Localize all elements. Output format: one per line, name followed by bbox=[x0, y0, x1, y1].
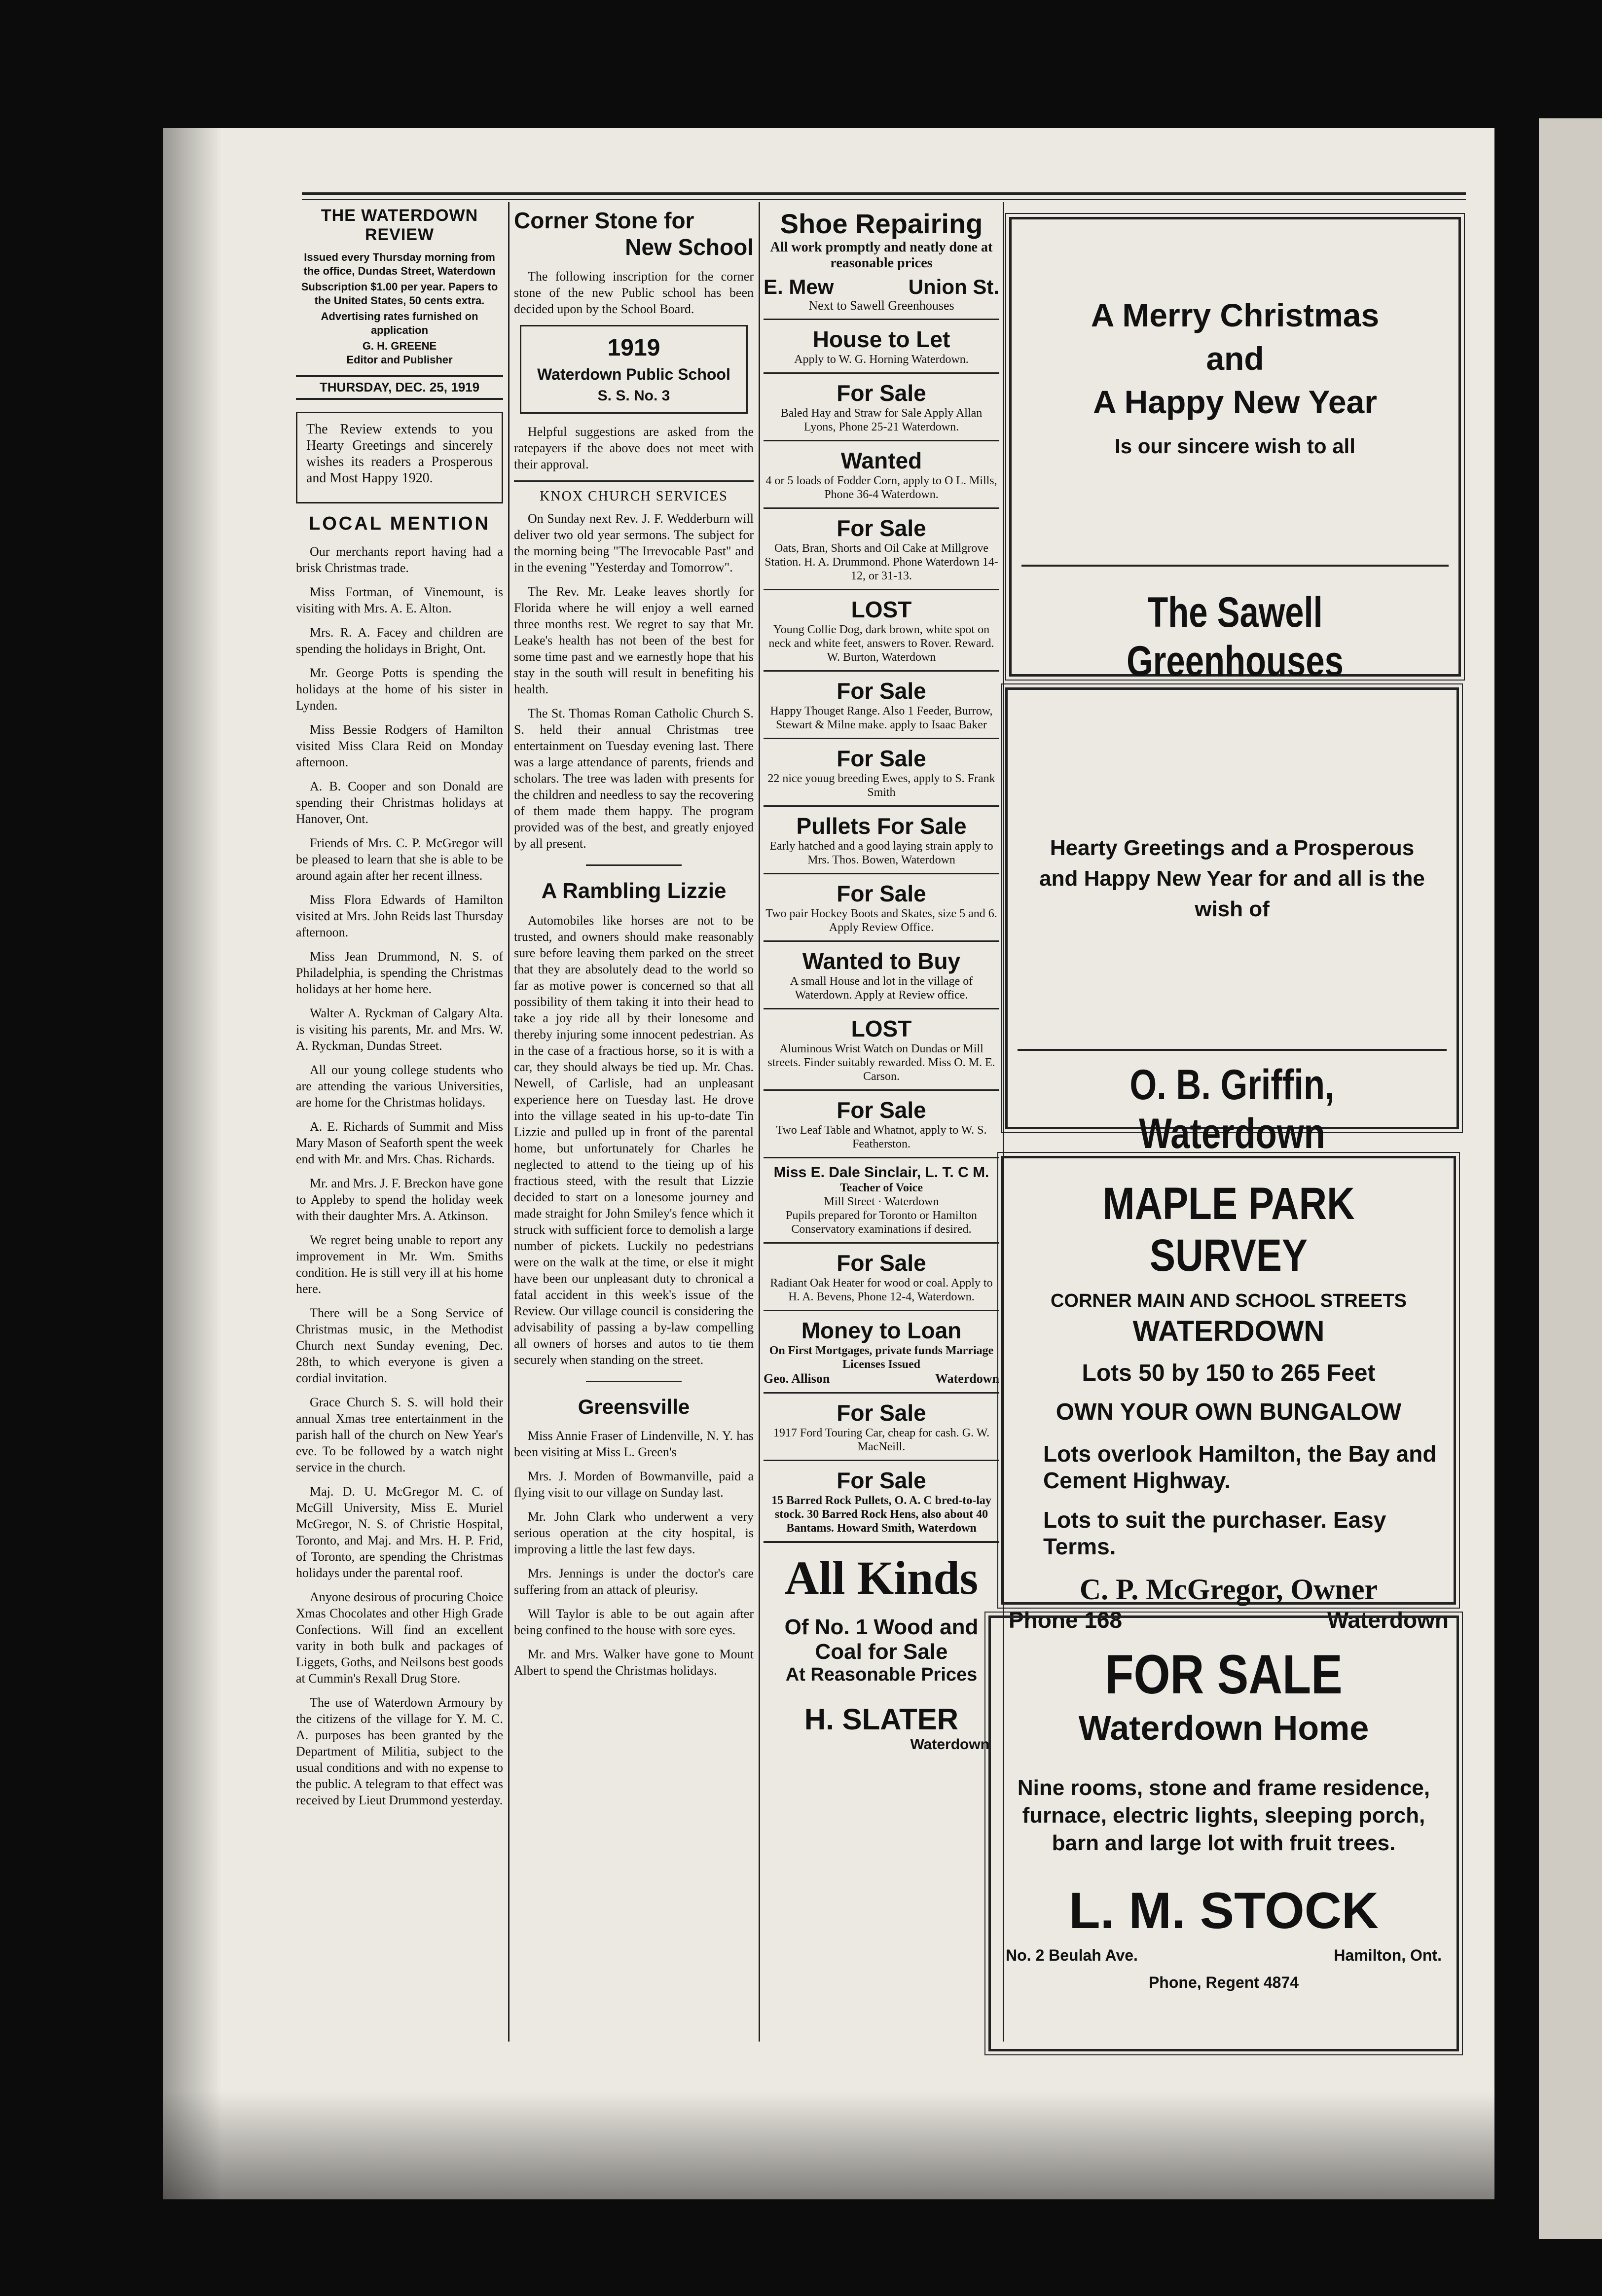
shoe-name-row bbox=[764, 275, 999, 299]
ad-body: Apply to W. G. Horning Waterdown. bbox=[794, 353, 969, 366]
ad-body: 22 nice youug breeding Ewes, apply to S. Frank Smith bbox=[767, 772, 995, 799]
slater-line-1: Of No. 1 Wood and bbox=[784, 1615, 979, 1639]
ad-body: Two Leaf Table and Whatnot, apply to W. S. Featherston. bbox=[776, 1124, 987, 1150]
adjacent-page-edge bbox=[1539, 118, 1602, 2239]
money-name-row bbox=[764, 1371, 999, 1386]
maple-title: MAPLE PARK SURVEY bbox=[1102, 1179, 1355, 1281]
for-sale-ad bbox=[764, 1461, 999, 1543]
inscription-ss: S. S. No. 3 bbox=[597, 388, 670, 404]
money-to-loan-ad bbox=[764, 1311, 999, 1394]
local-mention-items bbox=[296, 543, 503, 1808]
list-item: Mr. and Mrs. J. F. Breckon have gone to Appleby to spend the holiday week with their daughter Mrs. A. Atkinson. bbox=[296, 1176, 503, 1223]
for-sale-ad bbox=[764, 509, 999, 590]
for-sale-ad bbox=[764, 1244, 999, 1311]
list-item: Miss Flora Edwards of Hamilton visited at Mrs. John Reids last Thursday afternoon. bbox=[296, 893, 503, 939]
slater-line-3: At Reasonable Prices bbox=[785, 1664, 978, 1685]
stock-city: Hamilton, Ont. bbox=[1334, 1946, 1442, 1964]
for-sale-ad bbox=[764, 374, 999, 441]
shoe-repair-ad bbox=[764, 202, 999, 320]
maple-content bbox=[1004, 1158, 1454, 1633]
knox-heading: KNOX CHURCH SERVICES bbox=[540, 489, 728, 504]
list-item: Miss Fortman, of Vinemount, is visiting with Mrs. A. E. Alton. bbox=[296, 585, 503, 615]
pullets-ad bbox=[764, 807, 999, 874]
stock-title: FOR SALE bbox=[1105, 1644, 1343, 1705]
ad-title: Shoe Repairing bbox=[780, 208, 983, 239]
list-item: Mr. John Clark who underwent a very serious operation at the city hospital, is improving a little the last few days. bbox=[514, 1509, 754, 1556]
ad-body: Aluminous Wrist Watch on Dundas or Mill streets. Finder suitably rewarded. Miss O. M. E. Carson. bbox=[767, 1042, 995, 1083]
lost-ad bbox=[764, 590, 999, 672]
list-item: A. E. Richards of Summit and Miss Mary Mason of Seaforth spent the week end with Mr. and Mrs. Chas. Richards. bbox=[296, 1119, 503, 1166]
greeting-text: The Review extends to you Hearty Greetings and sincerely wishes its readers a Prosperous and Most Happy 1920. bbox=[306, 422, 493, 486]
page-shadow-bottom bbox=[163, 2091, 1494, 2199]
slater-title: All Kinds bbox=[784, 1551, 979, 1604]
masthead-title: THE WATERDOWN REVIEW bbox=[321, 206, 478, 244]
knox-paragraph: On Sunday next Rev. J. F. Wedderburn will deliver two old year sermons. The subject for the morning being "The Irrevocable Past" and in the evening "Yesterday and Tomorrow". bbox=[514, 511, 754, 574]
ad-body: Early hatched and a good laying strain apply to Mrs. Thos. Bowen, Waterdown bbox=[769, 840, 993, 866]
wanted-ad bbox=[764, 441, 999, 509]
griffin-text: Hearty Greetings and a Prosperous and Happy New Year for and all is the wish of bbox=[1039, 836, 1425, 921]
masthead-advertising: Advertising rates furnished on application bbox=[321, 310, 478, 336]
list-item: Mr. George Potts is spending the holidays at the home of his sister in Lynden. bbox=[296, 666, 503, 713]
maple-phone: Phone 168 bbox=[1009, 1607, 1123, 1633]
sawell-line-1: A Merry Christmas bbox=[1091, 297, 1380, 333]
for-sale-ad bbox=[764, 672, 999, 739]
divider bbox=[586, 864, 682, 866]
list-item: Walter A. Ryckman of Calgary Alta. is visiting his parents, Mr. and Mrs. W. A. Ryckman, Dundas Street. bbox=[296, 1006, 503, 1053]
page-shadow-left bbox=[163, 128, 222, 2199]
ad-title: Wanted bbox=[840, 448, 922, 473]
ad-body: On First Mortgages, private funds Marriage Licenses Issued bbox=[769, 1344, 994, 1371]
rambling-text: Automobiles like horses are not to be trusted, and owners should make reasonably sure before leaving them parked on the street that they are absolutely dead to the world so far as motive power is concerned so that all possibility of them taking it into their head to take a joy ride all by their lonesome and thereby injuring some innocent pedestrian. As in the case of a fractious horse, so it is with a car, they should always be tied up. Mr. Chas. Newell, of Carlisle, had an unpleasant experience here on Tuesday last. He drove into the village seated in his up-to-date Tin Lizzie and pulled up in front of the parental home, but unfortunately for Charles he neglected to attend to the tieing up of his fractious steed, with the result that Lizzie decided to start on a lonesome journey and made straight for John Smiley's fence which it struck with sufficient force to demolish a large number of pickets. Luckily no pedestrians were on the walk at the time, or else it might have been our unpleasant duty to chronical a fatal accident in this week's issue of the Review. Our village council is considering the advisability of passing a by-law compelling all owners of horses and autos to tie them securely when standing on the street. bbox=[514, 913, 754, 1367]
maple-overlook: Lots overlook Hamilton, the Bay and Cement Highway. bbox=[1043, 1441, 1437, 1493]
ad-body: Teacher of Voice bbox=[840, 1182, 923, 1194]
for-sale-ad bbox=[764, 739, 999, 807]
ad-body: All work promptly and neatly done at reasonable prices bbox=[770, 240, 993, 271]
maple-lots: Lots 50 by 150 to 265 Feet bbox=[1082, 1360, 1376, 1386]
wanted-to-buy-ad bbox=[764, 942, 999, 1009]
ad-body: A small House and lot in the village of Waterdown. Apply at Review office. bbox=[790, 975, 973, 1002]
list-item: Miss Annie Fraser of Lindenville, N. Y. has been visiting at Miss L. Green's bbox=[514, 1429, 754, 1459]
ad-body: 1917 Ford Touring Car, cheap for cash. G. W. MacNeill. bbox=[773, 1427, 990, 1453]
list-item: Friends of Mrs. C. P. McGregor will be pleased to learn that she is able to be around again after her recent illness. bbox=[296, 836, 503, 883]
ad-title: For Sale bbox=[837, 881, 926, 906]
ad-body: Happy Thouget Range. Also 1 Feeder, Burrow, Stewart & Milne make. apply to Isaac Baker bbox=[770, 705, 993, 731]
inscription-year: 1919 bbox=[607, 335, 660, 361]
lost-ad bbox=[764, 1009, 999, 1091]
masthead-editor-role: Editor and Publisher bbox=[346, 354, 453, 366]
ad-title: Wanted to Buy bbox=[802, 948, 961, 974]
maple-own: OWN YOUR OWN BUNGALOW bbox=[1056, 1399, 1402, 1425]
list-item: The use of Waterdown Armoury by the citizens of the village for Y. M. C. A. purposes has been granted by the Department of Militia, subject to the usual conditions and with no expense to the public. A telegram to that effect was received by Lieut Drummond yesterday. bbox=[296, 1695, 503, 1807]
greeting-box bbox=[296, 412, 503, 503]
knox-paragraph: The St. Thomas Roman Catholic Church S. S. held their annual Christmas tree entertainment on Tuesday evening last. There was a large attendance of parents, friends and scholars. The tree was laden with presents for the children and needless to say the recovering of them made them happy. The program provided was of the best, and greatly enjoyed by all present. bbox=[514, 706, 754, 851]
maple-owner: C. P. McGregor, Owner bbox=[1079, 1573, 1378, 1606]
list-item: Maj. D. U. McGregor M. C. of McGill University, Miss E. Muriel McGregor, N. S. of Christie Hospital, Toronto, and Maj. and Mrs. H. P. Frid, of Toronto, are spending the Christmas holidays under the parental roof. bbox=[296, 1484, 503, 1580]
ad-title: LOST bbox=[851, 597, 912, 622]
list-item: Our merchants report having had a brisk Christmas trade. bbox=[296, 544, 503, 575]
money-name: Geo. Allison bbox=[764, 1371, 830, 1386]
for-sale-ad bbox=[764, 1091, 999, 1158]
column-rule bbox=[759, 202, 760, 2042]
corner-stone-heading-1: Corner Stone for bbox=[514, 208, 694, 233]
list-item: We regret being unable to report any improvement in Mr. Wm. Smiths condition. He is still very ill at his home here. bbox=[296, 1233, 503, 1296]
slater-name: H. SLATER bbox=[804, 1703, 959, 1736]
ad-body: Young Collie Dog, dark brown, white spot on neck and white feet, answers to Rover. Reward. W. Burton, Waterdown bbox=[768, 623, 994, 664]
ad-title: Miss E. Dale Sinclair, L. T. C M. bbox=[773, 1164, 989, 1181]
divider bbox=[586, 1381, 682, 1382]
corner-stone-heading-2: New School bbox=[625, 234, 754, 260]
maple-suit: Lots to suit the purchaser. Easy Terms. bbox=[1043, 1507, 1386, 1559]
knox-paragraph: The Rev. Mr. Leake leaves shortly for Florida where he will enjoy a well earned three months rest. We regret to say that Mr. Leake's health has not been of the best for some time past and we earnestly hope that his stay in the south will result in benefiting his health. bbox=[514, 584, 754, 696]
sawell-line-4: Is our sincere wish to all bbox=[1115, 434, 1355, 458]
ad-title: For Sale bbox=[837, 1250, 926, 1276]
money-place: Waterdown bbox=[935, 1371, 999, 1386]
ad-body: Mill Street · Waterdown bbox=[824, 1195, 939, 1208]
masthead-issued: Issued every Thursday morning from the office, Dundas Street, Waterdown bbox=[303, 251, 496, 277]
house-to-let-ad bbox=[764, 320, 999, 374]
column-1 bbox=[296, 202, 503, 2042]
masthead-subscription: Subscription $1.00 per year. Papers to the United States, 50 cents extra. bbox=[301, 281, 498, 307]
list-item: Anyone desirous of procuring Choice Xmas Chocolates and other High Grade Confections. Will find an excellent varity in both bulk and packages of Liggets, Goths, and Neilsons best goods at Cummin's Rexall Drug Store. bbox=[296, 1590, 503, 1686]
list-item: Miss Bessie Rodgers of Hamilton visited Miss Clara Reid on Monday afternoon. bbox=[296, 722, 503, 769]
sawell-name: The Sawell Greenhouses bbox=[1127, 589, 1344, 685]
rambling-heading: A Rambling Lizzie bbox=[541, 879, 727, 903]
masthead-editor: G. H. GREENE bbox=[362, 340, 437, 352]
stock-name: L. M. STOCK bbox=[1069, 1882, 1379, 1939]
stock-subtitle: Waterdown Home bbox=[1078, 1709, 1369, 1747]
sawell-line-3: A Happy New Year bbox=[1093, 384, 1377, 420]
ad-body: Radiant Oak Heater for wood or coal. Apply to H. A. Bevens, Phone 12-4, Waterdown. bbox=[770, 1277, 993, 1303]
griffin-rule bbox=[1018, 1049, 1447, 1051]
slater-place: Waterdown bbox=[910, 1736, 989, 1753]
inscription-name: Waterdown Public School bbox=[537, 365, 730, 383]
list-item: Mrs. J. Morden of Bowmanville, paid a flying visit to our village on Sunday last. bbox=[514, 1469, 754, 1500]
sawell-rule bbox=[1021, 565, 1449, 567]
sawell-line-2: and bbox=[1206, 340, 1264, 377]
ad-title: For Sale bbox=[837, 1468, 926, 1493]
ad-title: For Sale bbox=[837, 515, 926, 541]
ad-body: Baled Hay and Straw for Sale Apply Allan Lyons, Phone 25-21 Waterdown. bbox=[780, 407, 983, 433]
maple-town: WATERDOWN bbox=[1132, 1315, 1325, 1347]
list-item: Mr. and Mrs. Walker have gone to Mount Albert to spend the Christmas holidays. bbox=[514, 1647, 754, 1678]
column-rule bbox=[508, 202, 510, 2042]
stock-body: Nine rooms, stone and frame residence, furnace, electric lights, sleeping porch, barn and large lot with fruit trees. bbox=[1017, 1776, 1430, 1855]
shoe-street: Union St. bbox=[908, 275, 999, 298]
inscription-box bbox=[520, 325, 748, 414]
stock-content bbox=[991, 1618, 1456, 1992]
list-item: All our young college students who are attending the various Universities, are home for the Christmas holidays. bbox=[296, 1063, 503, 1110]
sawell-text bbox=[1012, 219, 1458, 458]
teacher-ad bbox=[764, 1158, 999, 1244]
maple-park-survey-ad bbox=[1001, 1156, 1456, 1633]
ad-title: For Sale bbox=[837, 380, 926, 406]
ad-title: For Sale bbox=[837, 1400, 926, 1426]
ad-body: Two pair Hockey Boots and Skates, size 5 and 6. Apply Review Office. bbox=[765, 907, 997, 934]
top-rule-2 bbox=[302, 199, 1466, 200]
corner-stone-heading bbox=[514, 207, 754, 260]
shoe-name: E. Mew bbox=[764, 275, 834, 298]
corner-stone-outro: Helpful suggestions are asked from the ratepayers if the above does not meet with their approval. bbox=[514, 425, 754, 471]
list-item: A. B. Cooper and son Donald are spending their Christmas holidays at Hanover, Ont. bbox=[296, 779, 503, 826]
sawell-greenhouses-ad bbox=[1009, 217, 1461, 685]
ad-title: Money to Loan bbox=[801, 1318, 962, 1343]
corner-stone-intro: The following inscription for the corner stone of the new Public school has been decided upon by the School Board. bbox=[514, 269, 754, 316]
ad-body: 4 or 5 loads of Fodder Corn, apply to O L. Mills, Phone 36-4 Waterdown. bbox=[765, 474, 997, 501]
list-item: Grace Church S. S. will hold their annual Xmas tree entertainment in the parish hall of the church on New Year's eve. To be followed by a watch night service in the church. bbox=[296, 1395, 503, 1474]
list-item: There will be a Song Service of Christmas music, in the Methodist Church next Sunday evening, Dec. 28th, to which everyone is given a cordial invitation. bbox=[296, 1306, 503, 1385]
ad-body: Oats, Bran, Shorts and Oil Cake at Millgrove Station. H. A. Drummond. Phone Waterdown 14-12, or 31-13. bbox=[765, 542, 998, 582]
list-item: Miss Jean Drummond, N. S. of Philadelphia, is spending the Christmas holidays at her home here. bbox=[296, 949, 503, 996]
griffin-ad bbox=[1005, 687, 1459, 1157]
ad-title: Pullets For Sale bbox=[796, 813, 967, 839]
issue-date: THURSDAY, DEC. 25, 1919 bbox=[296, 375, 503, 400]
ad-title: LOST bbox=[851, 1016, 912, 1041]
ad-body: 15 Barred Rock Pullets, O. A. C bred-to-lay stock. 30 Barred Rock Hens, also about 40 Bantams. Howard Smith, Waterdown bbox=[771, 1494, 991, 1535]
separator bbox=[514, 480, 754, 482]
list-item: Mrs. R. A. Facey and children are spending the holidays in Bright, Ont. bbox=[296, 625, 503, 656]
ad-title: For Sale bbox=[837, 678, 926, 704]
stock-addr: No. 2 Beulah Ave. bbox=[1006, 1946, 1138, 1964]
ad-title: For Sale bbox=[837, 746, 926, 771]
ad-title: For Sale bbox=[837, 1097, 926, 1123]
maple-corner: CORNER MAIN AND SCHOOL STREETS bbox=[1050, 1291, 1407, 1311]
for-sale-ad bbox=[764, 874, 999, 942]
greensville-heading: Greensville bbox=[578, 1395, 690, 1418]
ad-body: Next to Sawell Greenhouses bbox=[808, 298, 954, 313]
ad-title: House to Let bbox=[812, 326, 950, 352]
stock-phone: Phone, Regent 4874 bbox=[1148, 1973, 1299, 1991]
list-item: Will Taylor is able to be out again after being confined to the house with sore eyes. bbox=[514, 1607, 754, 1637]
column-2 bbox=[514, 202, 754, 2042]
local-mention-heading: LOCAL MENTION bbox=[309, 513, 490, 534]
maple-place: Waterdown bbox=[1327, 1607, 1449, 1633]
slater-ad bbox=[764, 1543, 999, 1753]
stock-addr-row bbox=[991, 1946, 1456, 1965]
slater-line-2: Coal for Sale bbox=[815, 1640, 948, 1664]
ad-body: Pupils prepared for Toronto or Hamilton Conservatory examinations if desired. bbox=[786, 1209, 977, 1236]
stock-home-ad bbox=[988, 1615, 1459, 2051]
list-item: Mrs. Jennings is under the doctor's care suffering from an attack of pleurisy. bbox=[514, 1566, 754, 1597]
top-rule bbox=[302, 192, 1466, 195]
griffin-name: O. B. Griffin, Waterdown bbox=[1129, 1061, 1335, 1157]
for-sale-ad bbox=[764, 1394, 999, 1461]
column-3-classifieds bbox=[764, 202, 999, 2042]
